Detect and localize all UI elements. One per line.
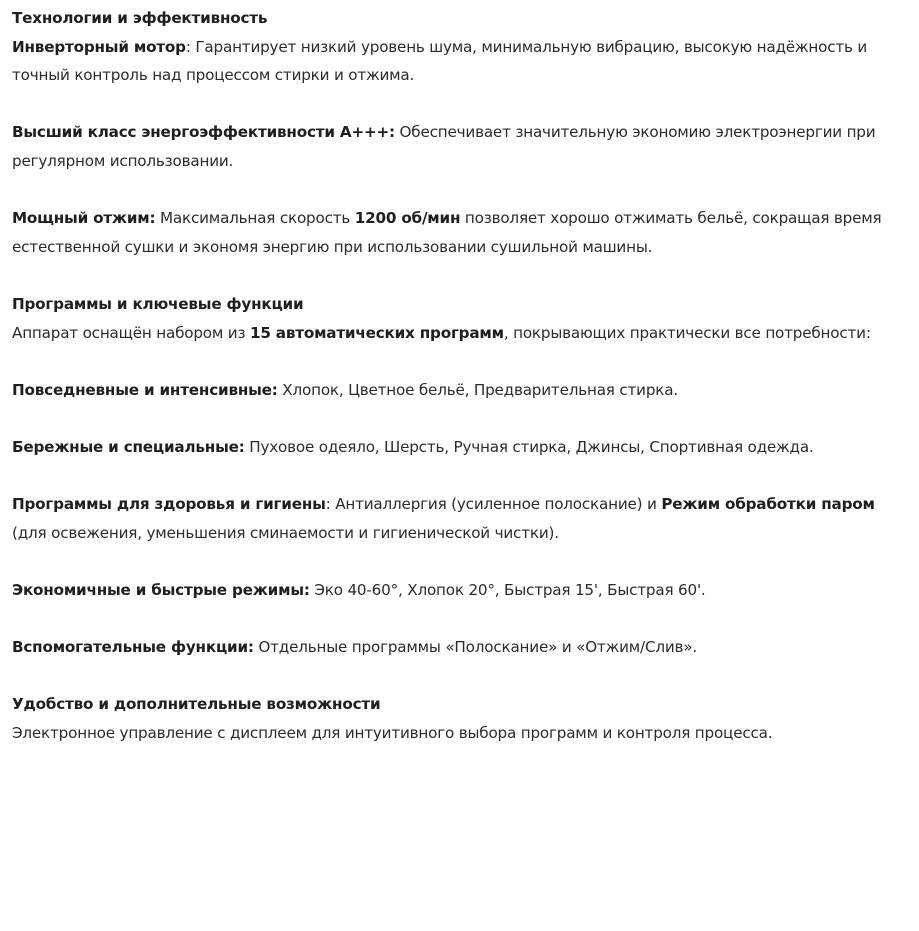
section-heading-programs: Программы и ключевые функции	[12, 294, 304, 313]
desc-health-2: (для освежения, уменьшения сминаемости и гигиенической чистки).	[12, 523, 559, 542]
desc-delicate: Пуховое одеяло, Шерсть, Ручная стирка, Джинсы, Спортивная одежда.	[244, 437, 814, 456]
term-health: Программы для здоровья и гигиены	[12, 495, 326, 514]
section-heading-technologies: Технологии и эффективность	[12, 9, 268, 27]
term-everyday: Повседневные и интенсивные:	[12, 380, 278, 399]
term-inverter-motor: Инверторный мотор	[12, 37, 186, 56]
term-eco: Экономичные и быстрые режимы:	[12, 580, 310, 599]
paragraph-spin	[12, 204, 912, 261]
desc-eco: Эко 40-60°, Хлопок 20°, Быстрая 15', Быстрая 60'.	[309, 580, 706, 599]
term-energy-class: Высший класс энергоэффективности A+++:	[12, 123, 395, 142]
desc-everyday: Хлопок, Цветное бельё, Предварительная стирка.	[277, 380, 678, 399]
paragraph-everyday	[12, 376, 912, 405]
term-delicate: Бережные и специальные:	[12, 437, 245, 456]
desc-aux: Отдельные программы «Полоскание» и «Отжим/Слив».	[253, 638, 697, 657]
paragraph-convenience: Электронное управление с дисплеем для интуитивного выбора программ и контроля процесса.	[12, 723, 773, 742]
paragraph-health	[12, 490, 912, 547]
desc-health-1: : Антиаллергия (усиленное полоскание) и	[325, 495, 662, 514]
paragraph-energy-class	[12, 118, 912, 175]
term-steam: Режим обработки паром	[661, 495, 875, 514]
paragraph-eco	[12, 576, 912, 605]
desc-spin-1: Максимальная скорость	[155, 209, 355, 228]
desc-energy-class: Обеспечивает значительную экономию электроэнергии при регулярном использовании.	[12, 123, 876, 170]
paragraph-inverter-motor	[12, 33, 912, 90]
desc-spin-2: позволяет хорошо отжимать бельё, сокращая время естественной сушки и экономя энергию при использовании сушильной машины.	[12, 209, 882, 256]
term-spin: Мощный отжим:	[12, 209, 156, 228]
programs-count: 15 автоматических программ	[249, 323, 504, 342]
paragraph-aux	[12, 633, 912, 662]
term-aux: Вспомогательные функции:	[12, 638, 254, 657]
desc-inverter-motor: : Гарантирует низкий уровень шума, минимальную вибрацию, высокую надёжность и точный контроль над процессом стирки и отжима.	[12, 37, 868, 85]
intro-text-1: Аппарат оснащён набором из	[12, 323, 250, 342]
intro-text-2: , покрывающих практически все потребности:	[503, 323, 871, 342]
section-heading-convenience: Удобство и дополнительные возможности	[12, 695, 381, 714]
spin-speed: 1200 об/мин	[354, 209, 461, 228]
paragraph-delicate	[12, 433, 912, 462]
paragraph-programs-intro	[12, 319, 912, 348]
